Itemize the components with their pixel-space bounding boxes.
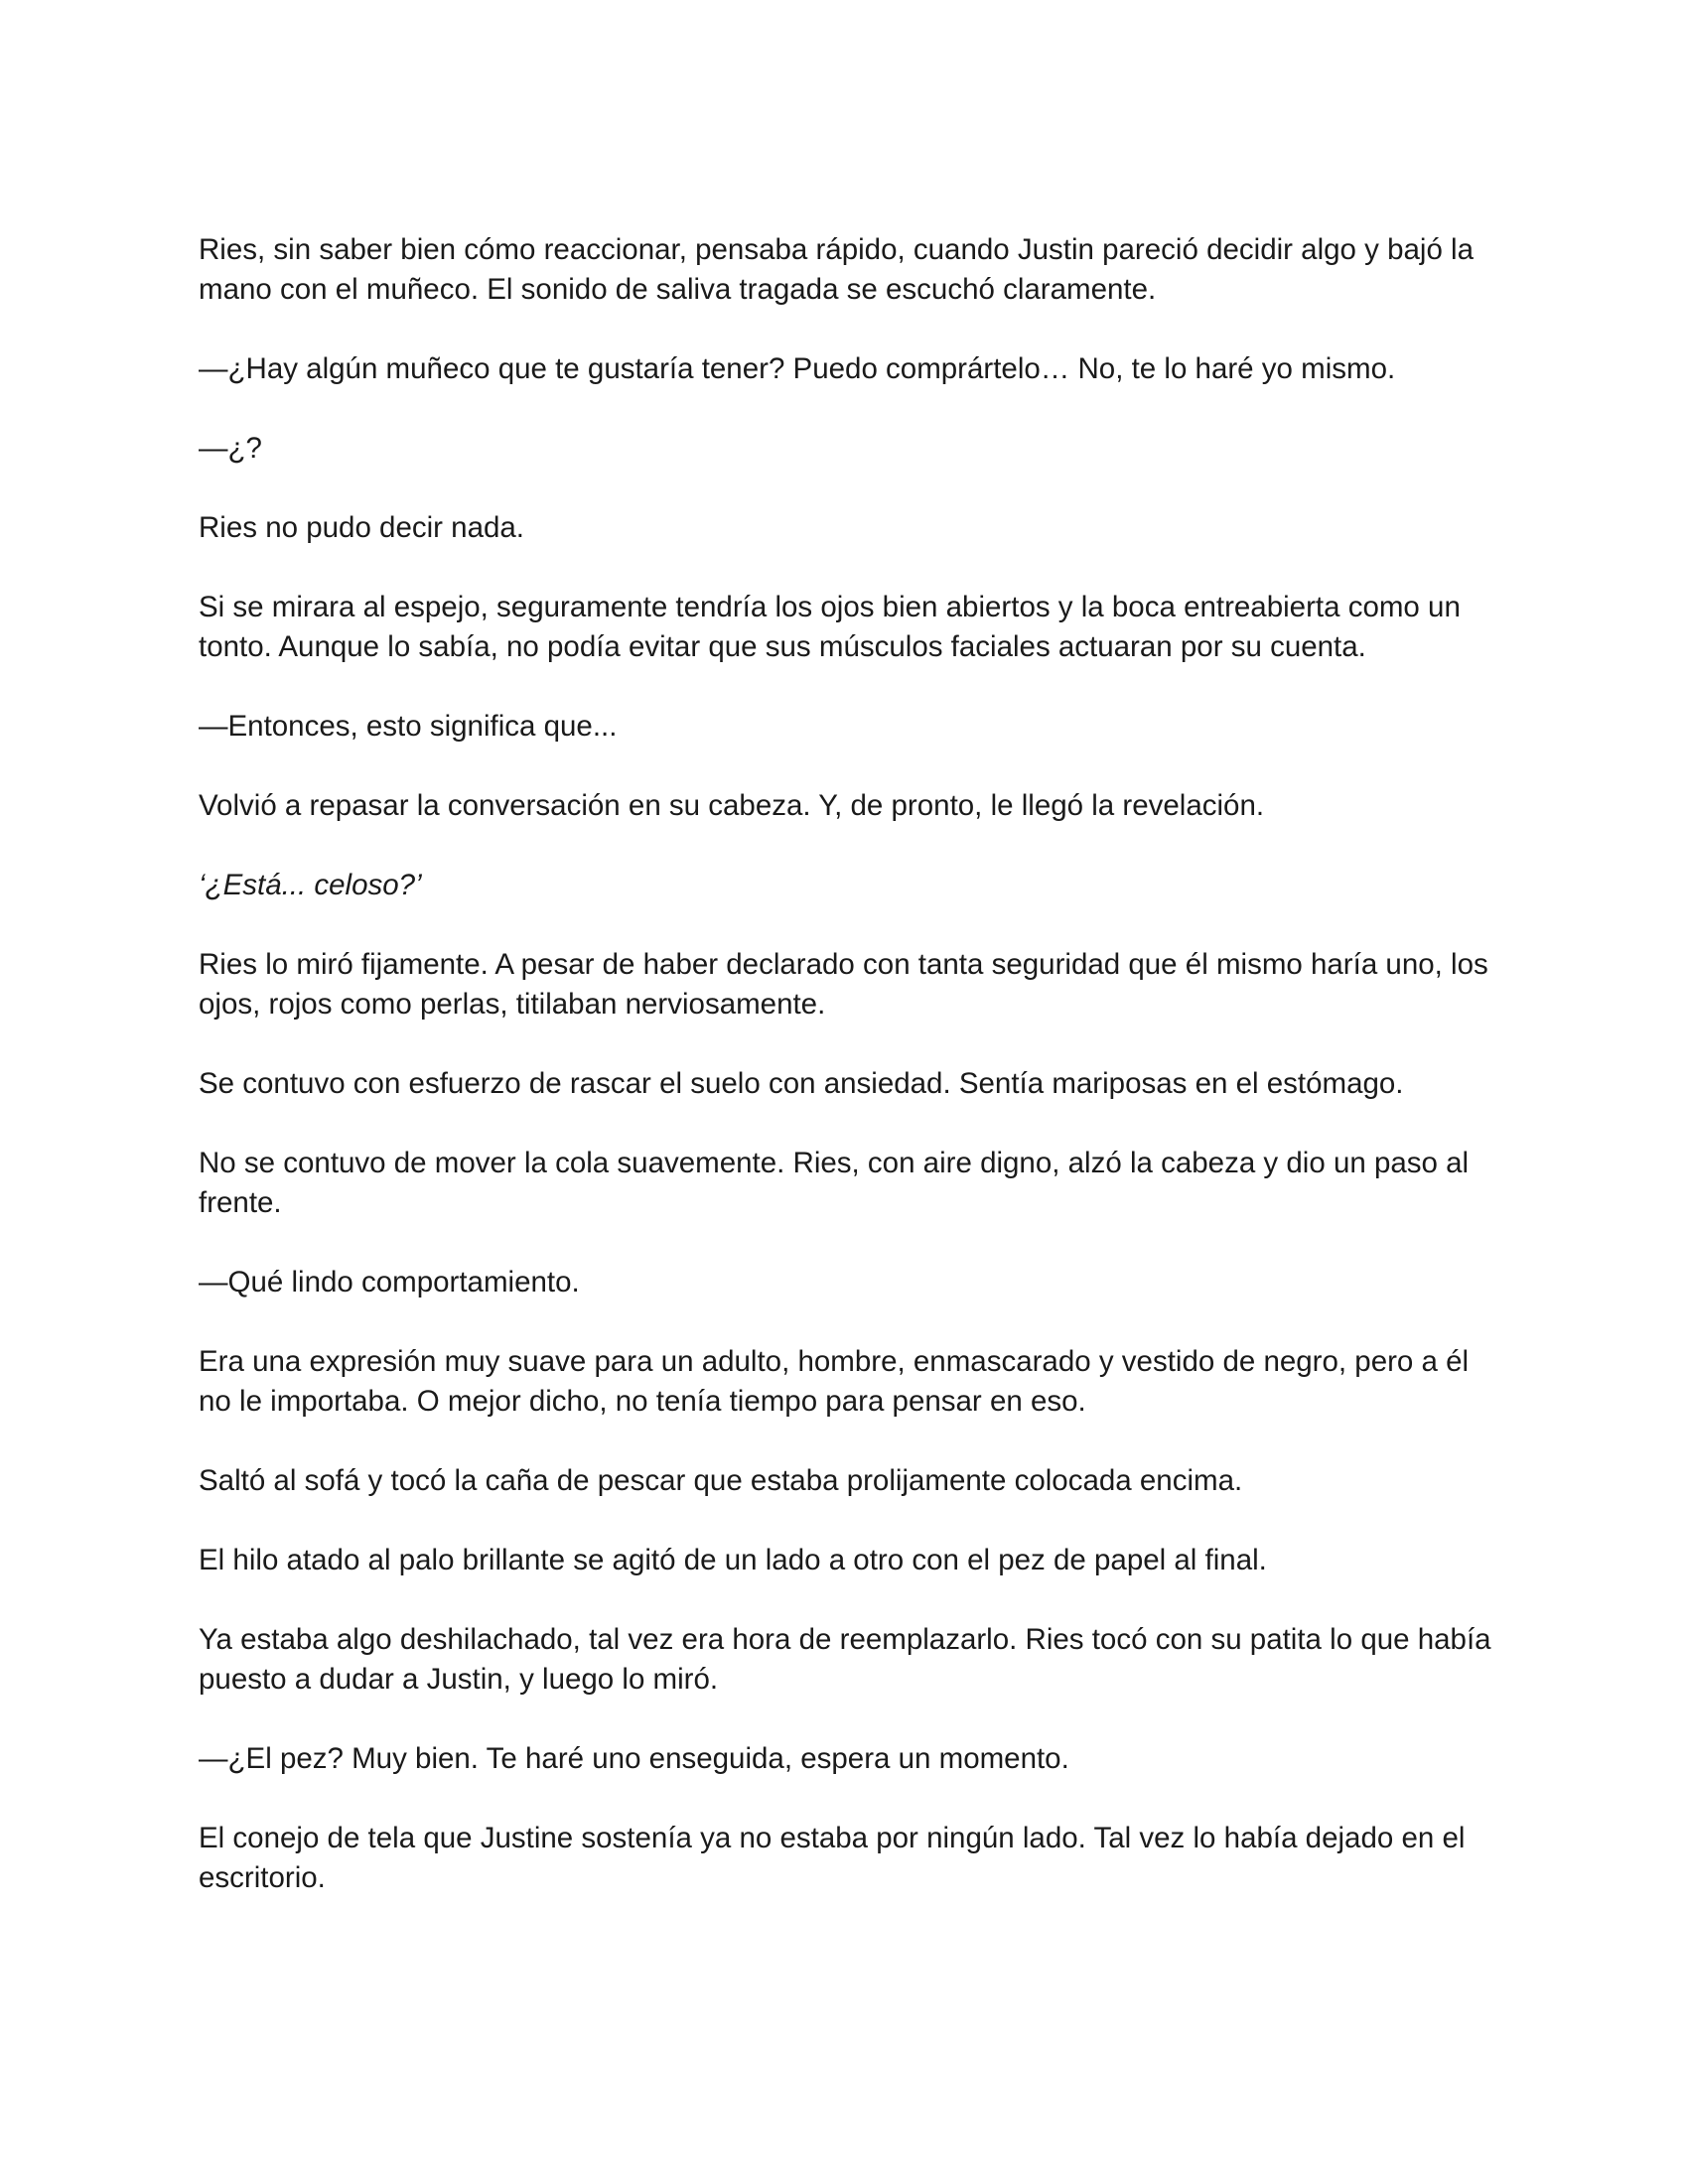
paragraph: Se contuvo con esfuerzo de rascar el suelo con ansiedad. Sentía mariposas en el estómago. (199, 1067, 1404, 1100)
paragraph: —¿? (199, 432, 262, 465)
paragraph: Saltó al sofá y tocó la caña de pescar que estaba prolijamente colocada encima. (199, 1464, 1243, 1497)
paragraph-italic-thought: ‘¿Está... celoso?’ (199, 869, 422, 901)
paragraph: El conejo de tela que Justine sostenía ya no estaba por ningún lado. Tal vez lo había dejado en el escritorio. (199, 1822, 1466, 1894)
paragraph: —Entonces, esto significa que... (199, 710, 618, 743)
paragraph: Ries, sin saber bien cómo reaccionar, pensaba rápido, cuando Justin pareció decidir algo y bajó la mano con el muñeco. El sonido de saliva tragada se escuchó claramente. (199, 233, 1475, 306)
paragraph: —¿Hay algún muñeco que te gustaría tener? Puedo comprártelo… No, te lo haré yo mismo. (199, 352, 1396, 385)
paragraph: Si se mirara al espejo, seguramente tendría los ojos bien abiertos y la boca entreabierta como un tonto. Aunque lo sabía, no podía evitar que sus músculos faciales actuaran por su cuenta. (199, 591, 1461, 663)
paragraph: —¿El pez? Muy bien. Te haré uno enseguida, espera un momento. (199, 1742, 1069, 1775)
document-body (199, 230, 1499, 1938)
paragraph: Ries lo miró fijamente. A pesar de haber declarado con tanta seguridad que él mismo haría uno, los ojos, rojos como perlas, titilaban nerviosamente. (199, 948, 1488, 1021)
paragraph: Ries no pudo decir nada. (199, 511, 525, 544)
paragraph: Era una expresión muy suave para un adulto, hombre, enmascarado y vestido de negro, pero a él no le importaba. O mejor dicho, no tenía tiempo para pensar en eso. (199, 1345, 1470, 1418)
paragraph: —Qué lindo comportamiento. (199, 1266, 580, 1298)
paragraph: Ya estaba algo deshilachado, tal vez era hora de reemplazarlo. Ries tocó con su patita lo que había puesto a dudar a Justin, y luego lo miró. (199, 1623, 1491, 1696)
paragraph: Volvió a repasar la conversación en su cabeza. Y, de pronto, le llegó la revelación. (199, 789, 1265, 822)
paragraph: El hilo atado al palo brillante se agitó de un lado a otro con el pez de papel al final. (199, 1544, 1267, 1576)
paragraph: No se contuvo de mover la cola suavemente. Ries, con aire digno, alzó la cabeza y dio un paso al frente. (199, 1147, 1470, 1219)
